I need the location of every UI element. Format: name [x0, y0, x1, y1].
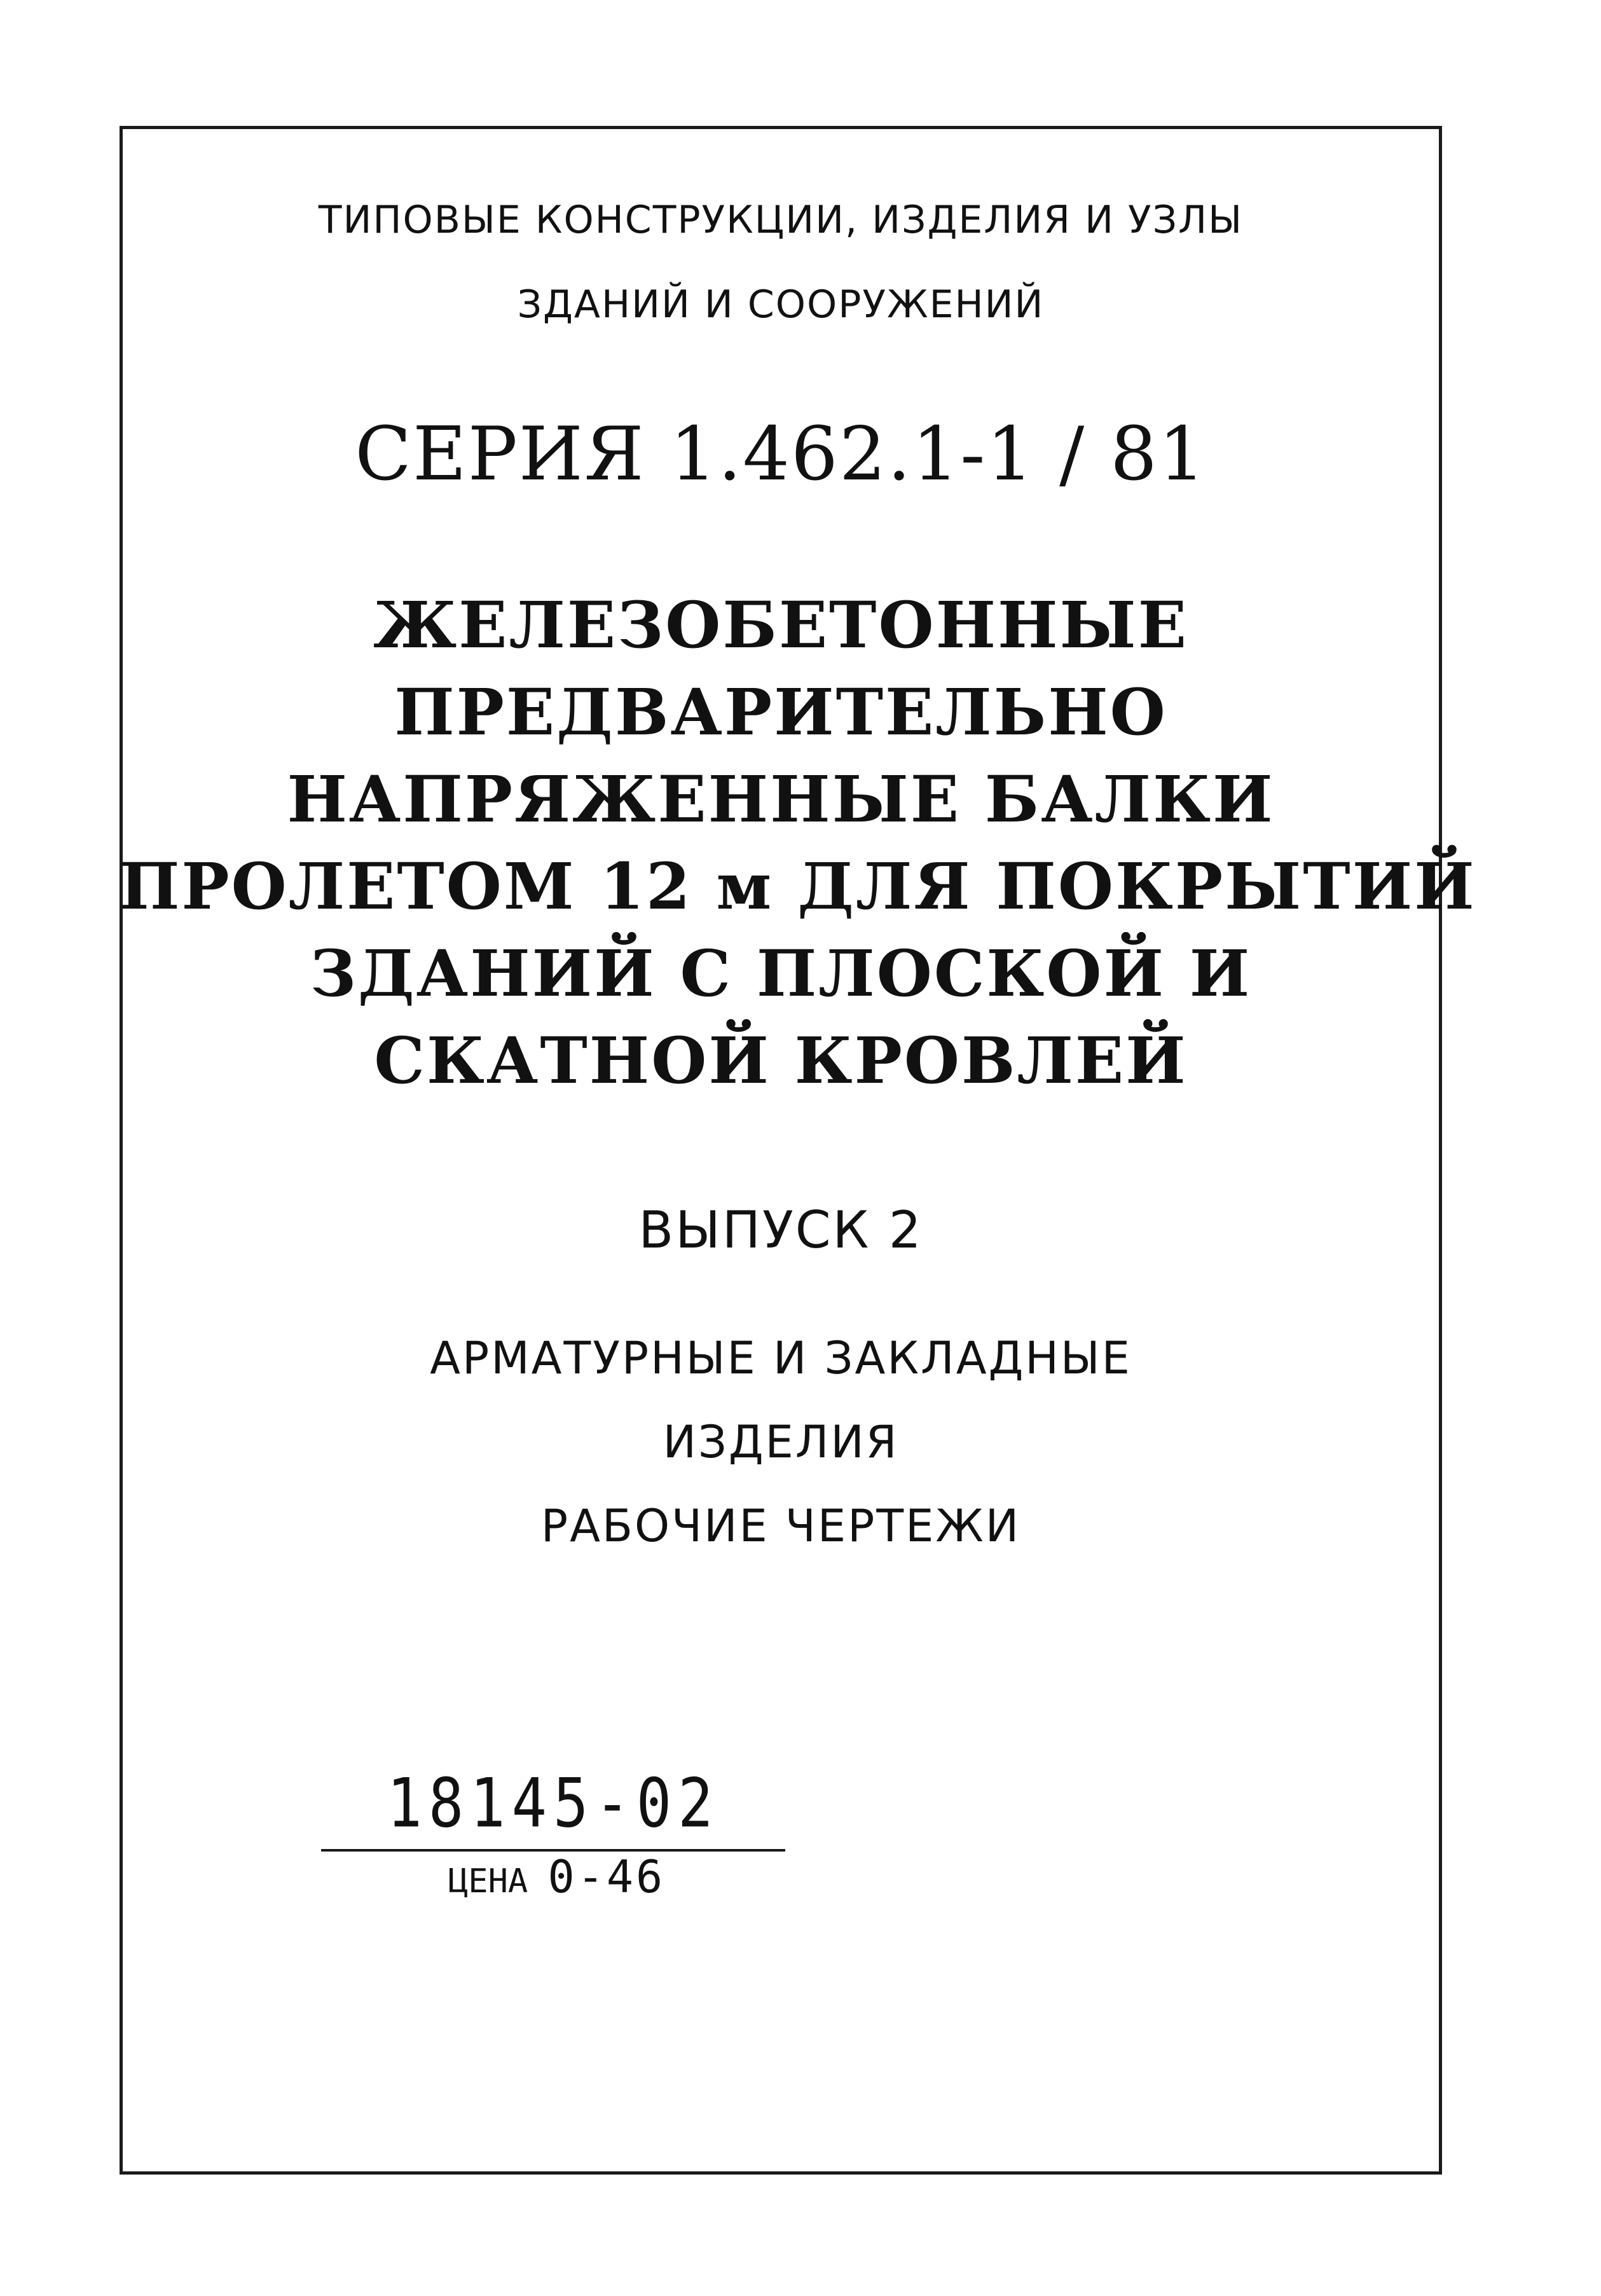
- issue-label: ВЫПУСК 2: [638, 1200, 923, 1260]
- price-value: 0-46: [547, 1851, 666, 1903]
- title-line: ЖЕЛЕЗОБЕТОННЫЕ: [373, 588, 1188, 663]
- issue-number: [120, 1195, 1442, 1265]
- price-line: [321, 1852, 785, 1907]
- header-line: ТИПОВЫЕ КОНСТРУКЦИИ, ИЗДЕЛИЯ И УЗЛЫ: [318, 198, 1244, 242]
- title-line: СКАТНОЙ КРОВЛЕЙ: [374, 1023, 1188, 1098]
- subtitle-line: ИЗДЕЛИЯ: [663, 1416, 899, 1468]
- header-line: ЗДАНИЙ И СООРУЖЕНИЙ: [517, 282, 1045, 327]
- subtitle-line: РАБОЧИЕ ЧЕРТЕЖИ: [540, 1500, 1021, 1552]
- series-label: СЕРИЯ 1.462.1-1 / 81: [355, 411, 1207, 497]
- subtitle-line: АРМАТУРНЫЕ И ЗАКЛАДНЫЕ: [430, 1332, 1132, 1384]
- series-title: [120, 407, 1442, 502]
- title-line: НАПРЯЖЕННЫЕ БАЛКИ: [287, 762, 1275, 837]
- title-line: ЗДАНИЙ С ПЛОСКОЙ И: [310, 936, 1252, 1011]
- catalog-stamp: [321, 1764, 785, 1907]
- title-line: ПРЕДВАРИТЕЛЬНО: [394, 675, 1167, 750]
- document-title: [120, 582, 1476, 1104]
- catalog-number: 18145-02: [387, 1764, 720, 1843]
- document-header: [120, 178, 1442, 347]
- title-line: ПРОЛЕТОМ 12 м ДЛЯ ПОКРЫТИЙ: [120, 849, 1476, 924]
- price-label: ЦЕНА: [448, 1862, 528, 1901]
- document-subtitle: [120, 1316, 1442, 1568]
